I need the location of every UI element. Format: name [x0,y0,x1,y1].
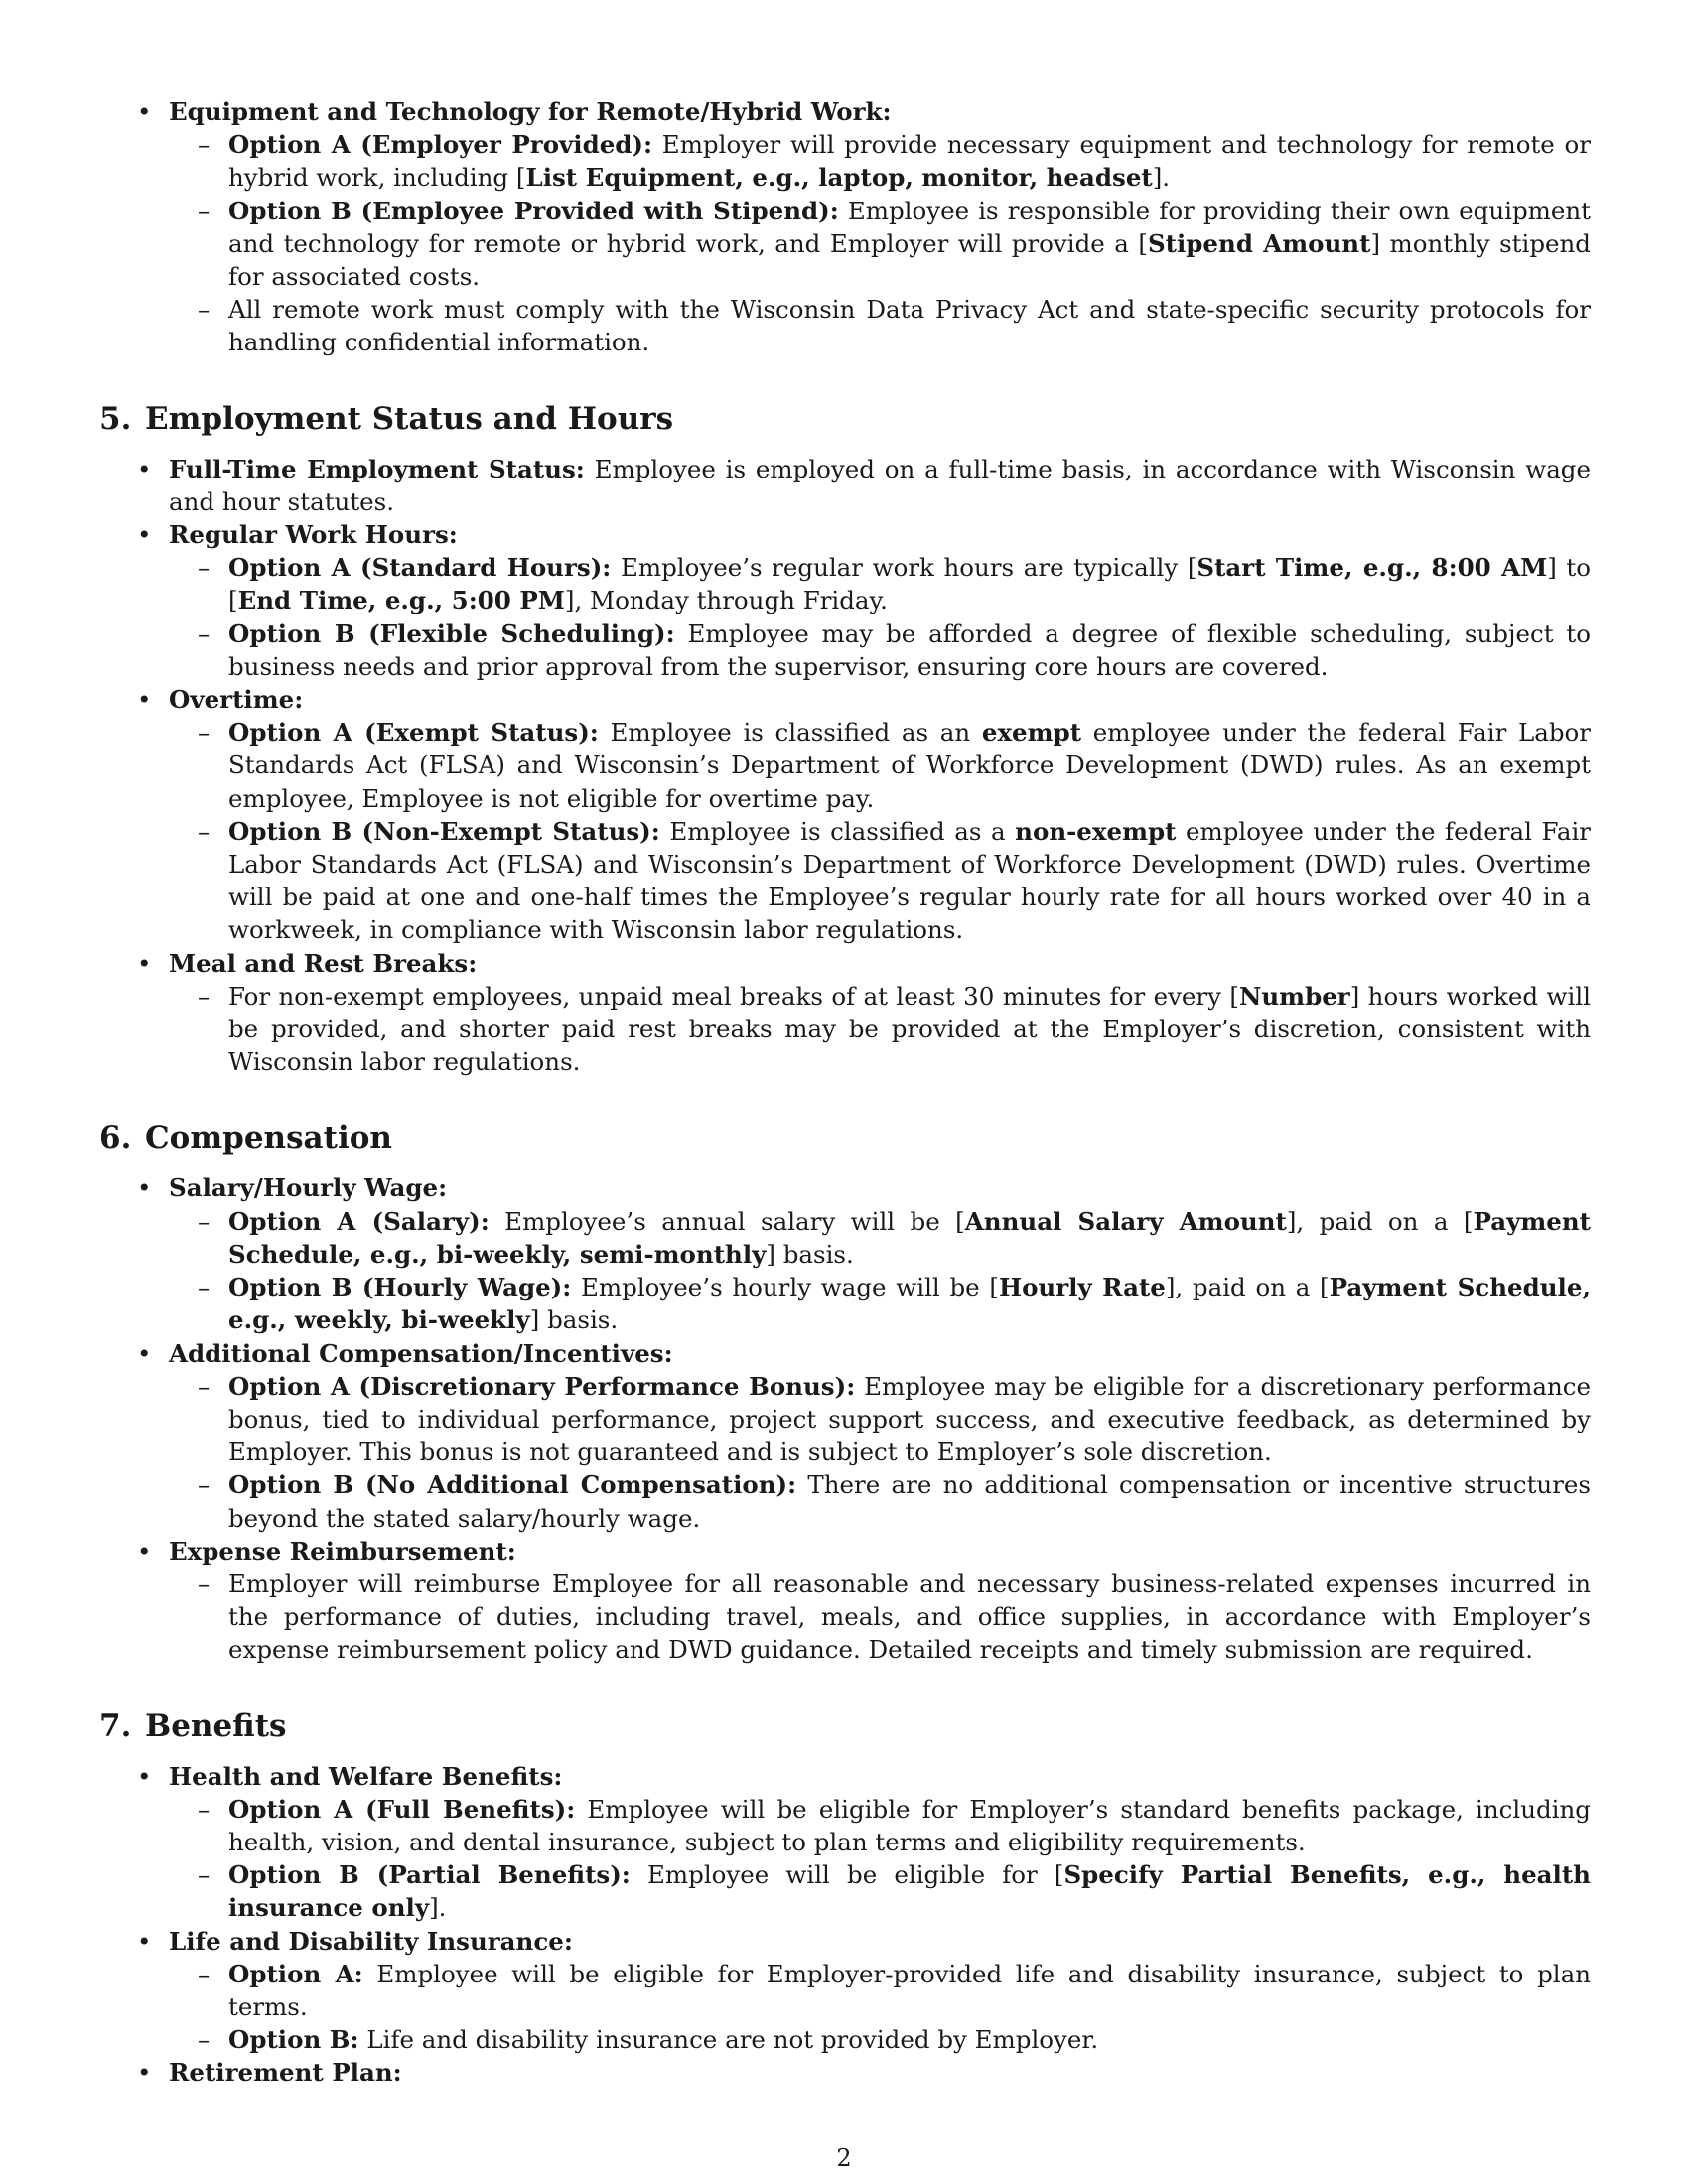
dash-icon: – [198,1794,211,1824]
bullet-icon: • [137,520,152,550]
list-item [99,1337,1591,1535]
item-label: Expense Reimbursement: [169,1536,516,1566]
bullet-icon: • [137,97,152,126]
bullet-icon: • [137,685,152,715]
dash-icon: – [198,1470,211,1500]
sub-list [169,551,1591,683]
bold-text: Stipend Amount [1147,228,1371,258]
item-label: Salary/Hourly Wage: [169,1173,448,1203]
bold-text: Specify Partial Benefits, e.g., health insurance only [228,1860,1591,1923]
list-item [99,683,1591,947]
list-item [99,518,1591,683]
list-item [99,95,1591,359]
sub-item [99,195,1591,294]
text: Employer will provide necessary equipment and technology for remote or hybrid work, including [ [228,130,1591,193]
bullet-list [99,453,1591,1079]
bold-text: Option A (Employer Provided): [228,130,653,160]
bold-text: Option A (Standard Hours): [228,553,612,583]
bold-text: non-exempt [1015,816,1177,846]
text: Employee may be eligible for a discretionary performance bonus, tied to individual performance, project support success, and executive feedback, as determined by Employer. This bonus is not guaranteed and is subject to Employer’s sole discretion. [228,1371,1591,1467]
bold-text: Option A: [228,1959,363,1988]
dash-icon: – [198,618,211,648]
bold-text: Option A (Discretionary Performance Bonus): [228,1371,856,1401]
sub-item [99,1468,1591,1534]
dash-icon: – [198,1959,211,1988]
dash-icon: – [198,1860,211,1890]
sub-item [99,1271,1591,1336]
text: ], Monday through Friday. [564,586,888,615]
bullet-icon: • [137,2058,152,2088]
bullet-list [99,1171,1591,1666]
section-title: Benefits [145,1707,287,1744]
list-item [99,453,1591,518]
sub-list [169,716,1591,946]
text: Employee is classified as a [659,816,1016,846]
dash-icon: – [198,718,211,748]
bullet-list [99,1760,1591,2090]
text: ] to [ [228,553,1591,615]
dash-icon: – [198,196,211,225]
text: Employee is responsible for providing their own equipment and technology for remote or hybrid work, and Employer will provide a [ [228,196,1592,258]
bold-text: Payment Schedule, e.g., weekly, bi-weekly [228,1273,1591,1335]
item-label: Overtime: [169,685,304,715]
bullet-icon: • [137,1173,152,1203]
bold-text: exempt [981,718,1082,748]
item-label: Equipment and Technology for Remote/Hybrid Work: [169,97,892,126]
bold-text: Option B: [228,2025,359,2055]
list-item [99,1535,1591,1667]
page-number: 2 [836,2144,852,2172]
bold-text: Option B (Non-Exempt Status): [228,816,660,846]
dash-icon: – [198,981,211,1011]
dash-icon: – [198,1206,211,1236]
bullet-icon: • [137,1761,152,1791]
text: employee under the federal Fair Labor Standards Act (FLSA) and Wisconsin’s Department of Workforce Development (DWD) rules. As an exempt employee, Employee is not eligible for overtime pay. [228,718,1591,813]
text: There are no additional compensation or incentive structures beyond the stated salary/hourly wage. [228,1470,1591,1533]
sub-list [169,1793,1591,1925]
dash-icon: – [198,553,211,583]
sub-item [99,815,1591,947]
list-item [99,947,1591,1079]
sub-item [99,617,1591,683]
sub-item [99,293,1591,358]
bullet-list [99,95,1591,359]
text: Employee’s hourly wage will be [ [571,1273,999,1302]
section-title: Compensation [145,1120,392,1157]
section-heading [99,1118,1591,1158]
list-item [99,2056,1591,2089]
bullet-icon: • [137,1926,152,1956]
sub-item [99,128,1591,194]
dash-icon: – [198,130,211,160]
bold-text: Number [1238,981,1350,1011]
sub-list [169,1205,1591,1337]
text: Employer will reimburse Employee for all reasonable and necessary business-related expenses incurred in the performance of duties, including travel, meals, and office supplies, in accordance with Employer’s expense reimbursement policy and DWD guidance. Detailed receipts and timely submission are required. [228,1569,1591,1665]
sub-item [99,1793,1591,1858]
sub-item [99,1858,1591,1924]
bold-text: Annual Salary Amount [964,1206,1287,1236]
bold-text: List Equipment, e.g., laptop, monitor, headset [525,163,1153,193]
bullet-icon: • [137,1338,152,1368]
dash-icon: – [198,295,211,325]
bold-text: Hourly Rate [998,1273,1166,1302]
text: ], paid on a [ [1286,1206,1474,1236]
bullet-icon: • [137,1536,152,1566]
text: Employee may be afforded a degree of flexible scheduling, subject to business needs and prior approval from the supervisor, ensuring core hours are covered. [228,618,1591,681]
text: Life and disability insurance are not provided by Employer. [358,2025,1099,2055]
section-number: 7. [99,1707,132,1744]
text: Employee’s regular work hours are typically [ [611,553,1197,583]
dash-icon: – [198,1273,211,1302]
bold-text: Payment Schedule, e.g., bi-weekly, semi-monthly [228,1206,1591,1269]
text: Employee is classified as an [598,718,982,748]
text: Employee will be eligible for [ [630,1860,1064,1890]
item-label: Retirement Plan: [169,2058,402,2088]
dash-icon: – [198,2025,211,2055]
section-title: Employment Status and Hours [145,400,674,437]
sub-item [99,980,1591,1079]
sub-list [169,980,1591,1079]
sub-list [169,1568,1591,1667]
text: Employee’s annual salary will be [ [489,1206,965,1236]
text: employee under the federal Fair Labor Standards Act (FLSA) and Wisconsin’s Department of Workforce Development (DWD) rules. Overtime will be paid at one and one-half times the Employee’s regular hourly rate for all hours worked over 40 in a workweek, in compliance with Wisconsin labor regulations. [228,816,1591,945]
item-label: Health and Welfare Benefits: [169,1761,563,1791]
text: ] basis. [766,1239,854,1269]
sub-list [169,1370,1591,1535]
bold-text: Option B (Employee Provided with Stipend): [228,196,839,225]
text: ], paid on a [ [1165,1273,1330,1302]
item-label: Full-Time Employment Status: [169,454,585,483]
section-heading [99,1706,1591,1746]
text: ]. [429,1893,447,1923]
bold-text: Option B (No Additional Compensation): [228,1470,797,1500]
sub-item [99,551,1591,616]
bold-text: Option B (Flexible Scheduling): [228,618,675,648]
list-item [99,1171,1591,1336]
bold-text: Start Time, e.g., 8:00 AM [1196,553,1548,583]
item-label: Meal and Rest Breaks: [169,948,478,978]
text: For non-exempt employees, unpaid meal breaks of at least 30 minutes for every [ [228,981,1239,1011]
text: ] basis. [529,1305,619,1335]
text: All remote work must comply with the Wisconsin Data Privacy Act and state-specific security protocols for handling confidential information. [228,295,1591,357]
document-page [99,95,1591,2090]
dash-icon: – [198,1371,211,1401]
text: ]. [1152,163,1171,193]
sub-item [99,1370,1591,1469]
sub-list [169,1958,1591,2057]
bold-text: Option B (Partial Benefits): [228,1860,631,1890]
sub-item [99,2023,1591,2056]
list-item [99,1760,1591,1925]
sub-item [99,1205,1591,1271]
bold-text: Option A (Salary): [228,1206,490,1236]
item-label: Regular Work Hours: [169,520,458,550]
section-number: 5. [99,400,132,437]
bullet-icon: • [137,454,152,483]
sub-item [99,1958,1591,2023]
dash-icon: – [198,816,211,846]
text: Employee will be eligible for Employer’s standard benefits package, including health, vision, and dental insurance, subject to plan terms and eligibility requirements. [228,1794,1591,1856]
text: Employee will be eligible for Employer-provided life and disability insurance, subject to plan terms. [228,1959,1592,2021]
item-label: Life and Disability Insurance: [169,1926,573,1956]
bold-text: End Time, e.g., 5:00 PM [237,586,565,615]
sub-item [99,1568,1591,1667]
bullet-icon: • [137,948,152,978]
text: ] hours worked will be provided, and shorter paid rest breaks may be provided at the Employer’s discretion, consistent with Wisconsin labor regulations. [228,981,1591,1077]
section-heading [99,399,1591,439]
dash-icon: – [198,1569,211,1598]
section-number: 6. [99,1120,132,1157]
sub-list [169,128,1591,358]
item-label: Additional Compensation/Incentives: [169,1338,673,1368]
text: ] monthly stipend for associated costs. [228,228,1591,292]
sub-item [99,716,1591,815]
bold-text: Option B (Hourly Wage): [228,1273,572,1302]
item-text: Employee is employed on a full-time basis, in accordance with Wisconsin wage and hour statutes. [169,454,1591,516]
bold-text: Option A (Exempt Status): [228,718,599,748]
list-item [99,1925,1591,2057]
bold-text: Option A (Full Benefits): [228,1794,576,1824]
